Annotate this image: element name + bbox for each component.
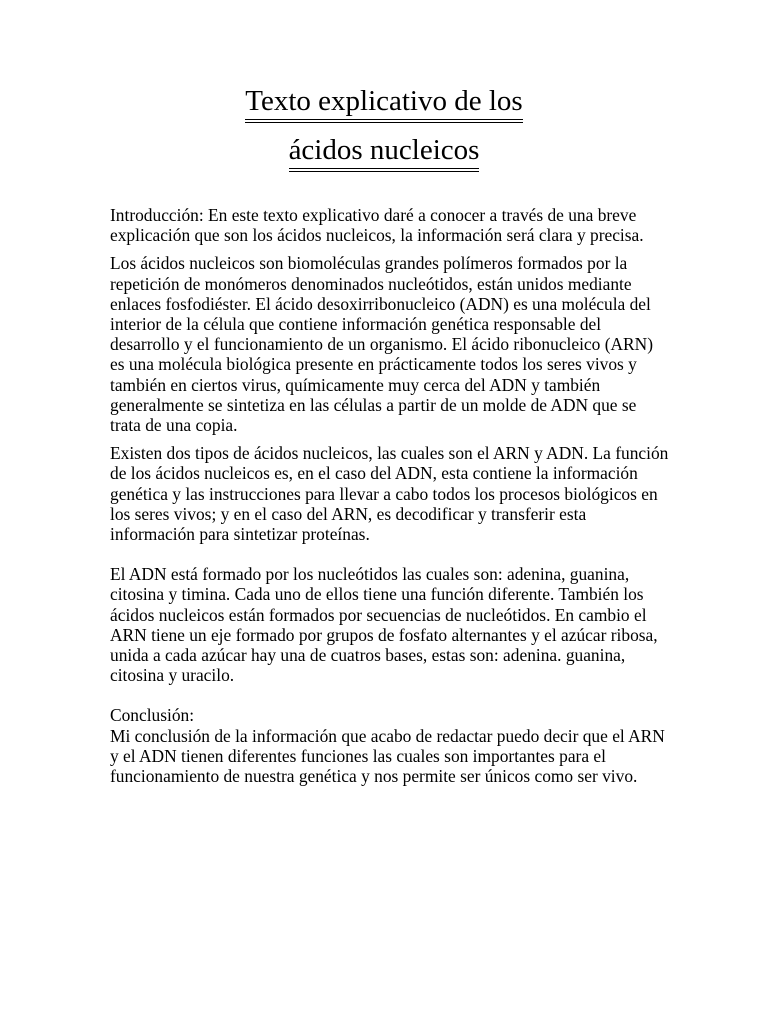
paragraph-definition: Los ácidos nucleicos son biomoléculas grandes polímeros formados por la repetición de monómeros denominados nucleótidos, están unidos mediante enlaces fosfodiéster. El ácido desoxirribonucleico (ADN) es una molécula del interior de la célula que contiene información genética responsable del desarrollo y el funcionamiento de un organismo. El ácido ribonucleico (ARN) es una molécula biológica presente en prácticamente todos los seres vivos y también en ciertos virus, químicamente muy cerca del ADN y también generalmente se sintetiza en las células a partir de un molde de ADN que se trata de una copia. <box>110 253 653 436</box>
document-title <box>0 84 768 182</box>
title-line-2: ácidos nucleicos <box>289 133 480 172</box>
paragraph-conclusion: Mi conclusión de la información que acabo de redactar puedo decir que el ARN y el ADN tienen diferentes funciones las cuales son importantes para el funcionamiento de nuestra genética y nos permite ser únicos como ser vivo. <box>110 725 665 787</box>
paragraph-introduction: Introducción: En este texto explicativo daré a conocer a través de una breve explicación que son los ácidos nucleicos, la información será clara y precisa. <box>110 205 644 246</box>
title-line-1: Texto explicativo de los <box>245 84 522 123</box>
paragraph-types-function: Existen dos tipos de ácidos nucleicos, las cuales son el ARN y ADN. La función de los ácidos nucleicos es, en el caso del ADN, esta contiene la información genética y las instrucciones para llevar a cabo todos los procesos biológicos en los seres vivos; y en el caso del ARN, es decodificar y transferir esta información para sintetizar proteínas. <box>110 443 669 545</box>
paragraph-structure: El ADN está formado por los nucleótidos las cuales son: adenina, guanina, citosina y timina. Cada uno de ellos tiene una función diferente. También los ácidos nucleicos están formados por secuencias de nucleótidos. En cambio el ARN tiene un eje formado por grupos de fosfato alternantes y el azúcar ribosa, unida a cada azúcar hay una de cuatros bases, estas son: adenina. guanina, citosina y uracilo. <box>110 564 658 686</box>
conclusion-heading: Conclusión: <box>110 705 195 726</box>
document-body <box>110 205 670 786</box>
